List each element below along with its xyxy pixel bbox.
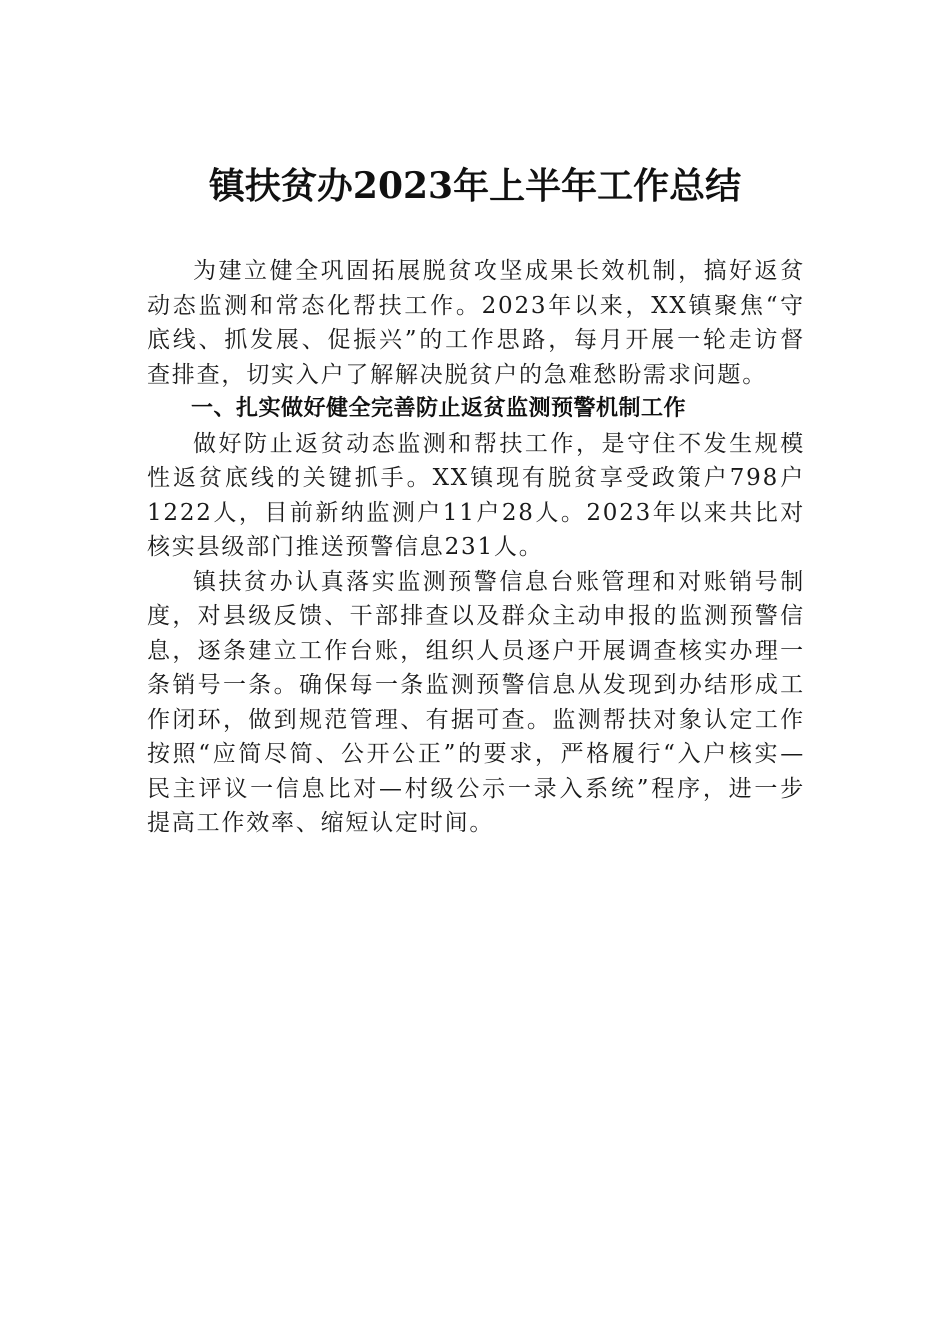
section-heading: 一、扎实做好健全完善防止返贫监测预警机制工作: [191, 396, 687, 421]
document-body: [147, 254, 805, 841]
document-title: 镇扶贫办2023年上半年工作总结: [208, 165, 742, 207]
intro-paragraph: 为建立健全巩固拓展脱贫攻坚成果长效机制，搞好返贫动态监测和常态化帮扶工作。2023年以来，XX镇聚焦“守底线、抓发展、促振兴”的工作思路，每月开展一轮走访督查排查，切实入户了解解决脱贫户的急难愁盼需求问题。: [147, 258, 805, 388]
body-paragraph: 做好防止返贫动态监测和帮扶工作，是守住不发生规模性返贫底线的关键抓手。XX镇现有脱贫享受政策户798户1222人，目前新纳监测户11户28人。2023年以来共比对核实县级部门推送预警信息231人。: [147, 430, 805, 560]
body-paragraph: 镇扶贫办认真落实监测预警信息台账管理和对账销号制度，对县级反馈、干部排查以及群众主动申报的监测预警信息，逐条建立工作台账，组织人员逐户开展调查核实办理一条销号一条。确保每一条监测预警信息从发现到办结形成工作闭环，做到规范管理、有据可查。监测帮扶对象认定工作按照“应简尽简、公开公正”的要求，严格履行“入户核实—民主评议一信息比对—村级公示一录入系统”程序，进一步提高工作效率、缩短认定时间。: [147, 568, 805, 836]
